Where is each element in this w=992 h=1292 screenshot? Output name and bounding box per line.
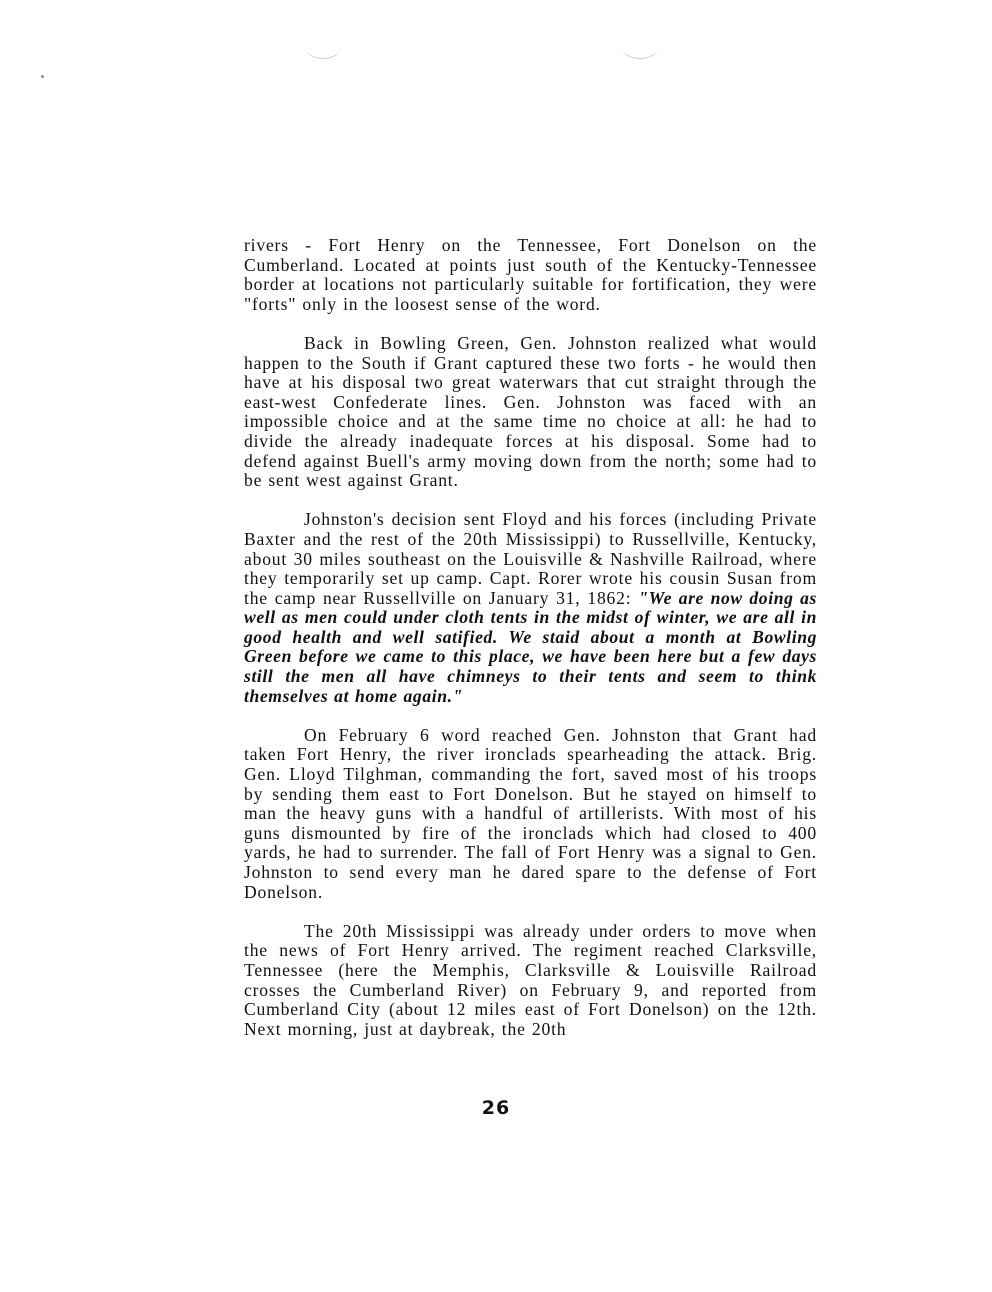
punch-hole-mark (622, 36, 658, 59)
paragraph-text: Back in Bowling Green, Gen. Johnston realized what would happen to the South if Grant captured these two forts - he would then have at his disposal two great waterwars that cut straight through the east-west Confederate lines. Gen. Johnston was faced with an impossible choice and at the same time no choice at all: he had to divide the already inadequate forces at his disposal. Some had to defend against Buell's army moving down from the north; some had to be sent west against Grant. (244, 332, 817, 491)
letter-quote: "We are now doing as well as men could under cloth tents in the midst of winter, we are all in good health and well satified. We staid about a month at Bowling Green before we came to this place, we have been here but a few days still the men all have chimneys to their tents and seem to think themselves at home again." (244, 587, 817, 706)
paragraph-text: The 20th Mississippi was already under orders to move when the news of Fort Henry arrived. The regiment reached Clarksville, Tennessee (here the Memphis, Clarksville & Louisville Railroad crosses the Cumberland River) on February 9, and reported from Cumberland City (about 12 miles east of Fort Donelson) on the 12th. Next morning, just at daybreak, the 20th (244, 920, 817, 1039)
paragraph-text: On February 6 word reached Gen. Johnston that Grant had taken Fort Henry, the river ironclads spearheading the attack. Brig. Gen. Lloyd Tilghman, commanding the fort, saved most of his troops by sending them east to Fort Donelson. But he stayed on himself to man the heavy guns with a handful of artillerists. With most of his guns dismounted by fire of the ironclads which had closed to 400 yards, he had to surrender. The fall of Fort Henry was a signal to Gen. Johnston to send every man he dared spare to the defense of Fort Donelson. (244, 724, 817, 902)
page-number: 26 (481, 1097, 511, 1119)
paragraph-2 (244, 334, 817, 491)
scan-speck (41, 75, 44, 78)
paragraph-4 (244, 726, 817, 902)
punch-hole-mark (305, 36, 341, 59)
paragraph-5 (244, 922, 817, 1040)
paragraph-text: Johnston's decision sent Floyd and his forces (including Private Baxter and the rest of the 20th Mississippi) to Russellville, Kentucky, about 30 miles southeast on the Louisville & Nashville Railroad, where they temporarily set up camp. Capt. Rorer wrote his cousin Susan from the camp near Russellville on January 31, 1862: (244, 509, 817, 608)
paragraph-1 (244, 236, 817, 314)
paragraph-3 (244, 510, 817, 706)
paragraph-text: rivers - Fort Henry on the Tennessee, Fort Donelson on the Cumberland. Located at points just south of the Kentucky-Tennessee border at locations not particularly suitable for fortification, they were "forts" only in the loosest sense of the word. (244, 235, 817, 314)
body-text (244, 236, 817, 1059)
